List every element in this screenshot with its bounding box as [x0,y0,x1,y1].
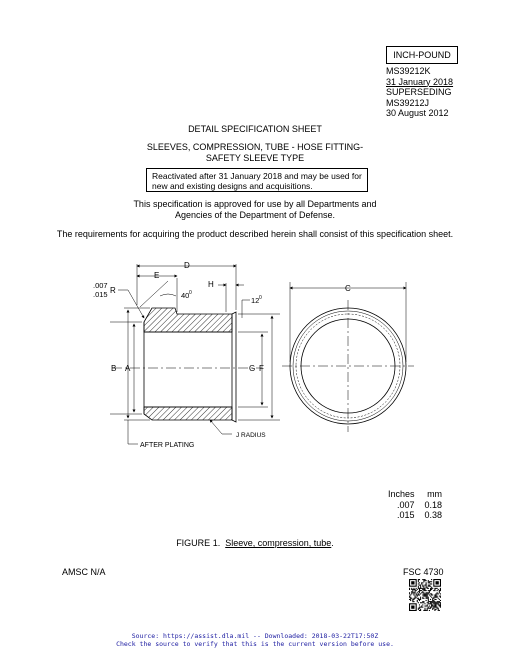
units-cell: 0.18 [424,499,443,510]
units-cell: .007 [397,499,415,510]
approval-statement [0,199,510,221]
qr-code-icon [409,579,441,611]
bottom-wall-section [144,407,232,420]
dim-b-label: B [111,364,117,373]
amsc-code: AMSC N/A [62,567,106,577]
dim-e-label: E [154,271,160,280]
radius-bottom-label: .015 [93,290,108,299]
dim-a-label: A [125,364,131,373]
angle-12-label: 12 [251,296,260,305]
units-table [378,489,442,521]
fsc-code: FSC 4730 [403,567,444,577]
superseding-label: SUPERSEDING [386,87,452,97]
dim-c-label: C [345,284,351,293]
item-title-line1: SLEEVES, COMPRESSION, TUBE - HOSE FITTING- [146,142,364,152]
units-header-mm: mm [427,489,443,499]
figure-title: Sleeve, compression, tube [225,538,332,548]
units-header-row [378,489,442,500]
angle-40-degree: 0 [189,290,192,296]
dim-h-label: H [208,280,214,289]
source-line2: Check the source to verify that this is the current version before use. [116,640,394,648]
sleeve-drawing [0,250,510,460]
radius-top-label: .007 [93,281,108,290]
dim-g-label: G [249,364,256,373]
approval-line2: Agencies of the Department of Defense. [174,210,336,220]
source-line1: Source: https://assist.dla.mil -- Downloaded: 2018-03-22T17:50Z [131,632,379,640]
reactivation-note-line2: new and existing designs and acquisitions. [152,181,313,191]
requirements-statement: The requirements for acquiring the product described herein shall consist of this specification sheet. [56,229,454,239]
table-row [378,500,442,511]
angle-12-degree: 0 [259,295,262,301]
units-cell: .015 [397,510,415,520]
end-view [282,282,414,432]
item-title [0,142,510,164]
top-wall-section [144,308,232,332]
dim-d-label: D [184,261,190,270]
dim-f-label: F [259,364,264,373]
after-plating-label: AFTER PLATING [140,442,195,449]
figure-label: FIGURE 1. [176,538,221,548]
item-title-line2: SAFETY SLEEVE TYPE [205,153,305,163]
units-header-inches: Inches [388,489,415,499]
section-view [110,264,280,444]
figure-caption [0,538,510,549]
reactivation-note [146,168,368,192]
angle-40-label: 40 [181,291,190,300]
radius-r-label: R [110,286,116,295]
document-identifiers [386,66,453,119]
units-cell: 0.38 [424,510,443,520]
table-row [378,510,442,521]
drawing-labels [93,261,351,449]
sheet-title: DETAIL SPECIFICATION SHEET [188,124,322,134]
j-radius-label: J RADIUS [236,432,266,439]
approval-line1: This specification is approved for use by all Departments and [133,199,377,209]
superseded-number: MS39212J [386,97,430,108]
reactivation-note-line1: Reactivated after 31 January 2018 and may be used for [152,171,362,181]
doc-date: 31 January 2018 [386,76,454,87]
figure-period: . [331,538,334,548]
doc-number: MS39212K [386,66,431,76]
superseded-date: 30 August 2012 [386,108,449,118]
inch-pound-box: INCH-POUND [386,46,458,64]
source-notice [0,632,510,648]
